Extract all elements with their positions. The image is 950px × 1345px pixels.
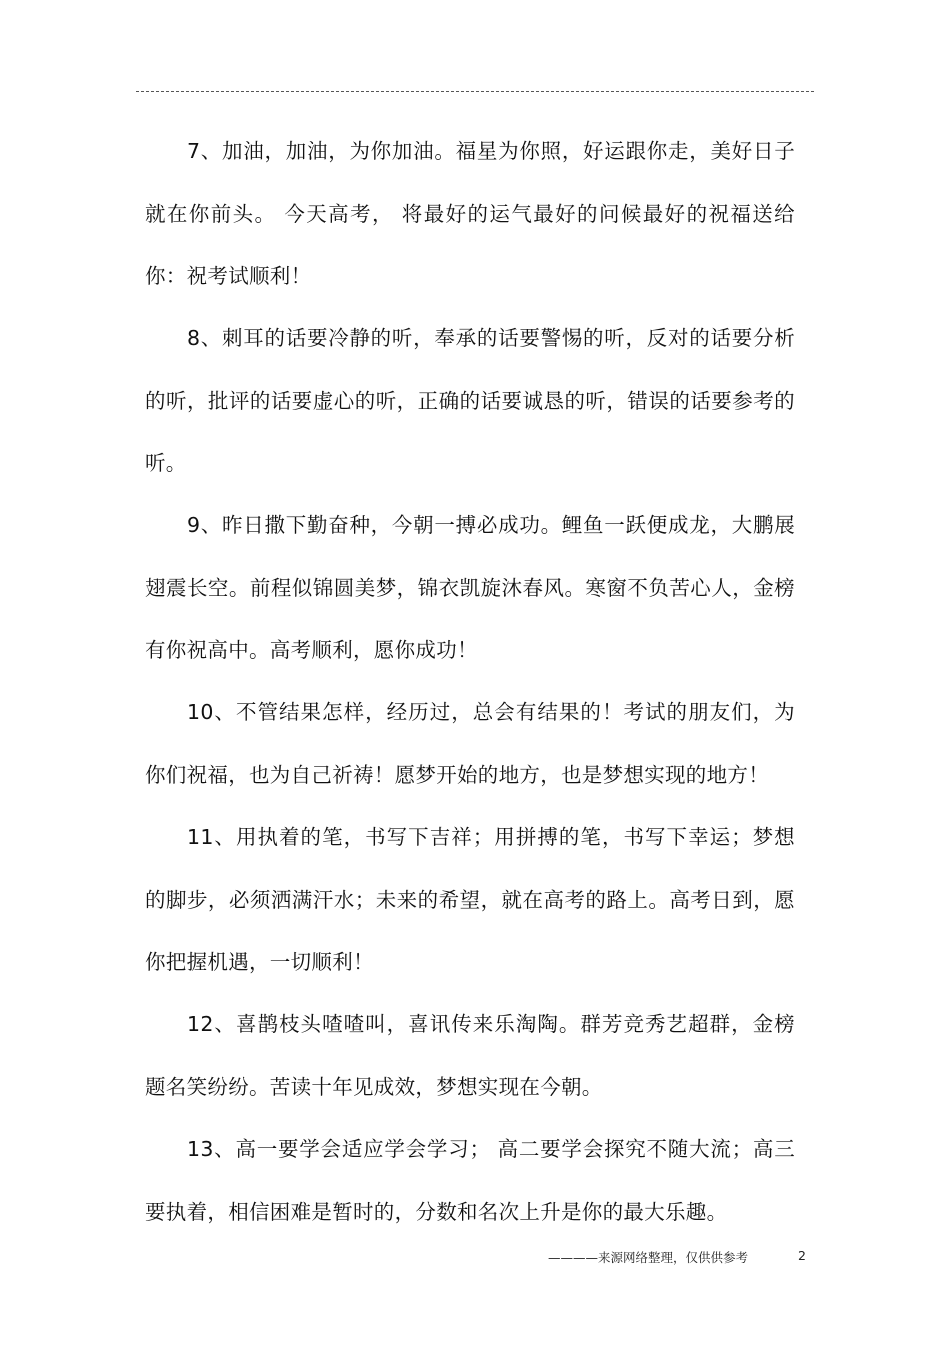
paragraph-11: 11、用执着的笔，书写下吉祥；用拼搏的笔，书写下幸运；梦想的脚步，必须洒满汗水；未来的希望，就在高考的路上。高考日到，愿你把握机遇，一切顺利！	[145, 825, 795, 974]
paragraph-12: 12、喜鹊枝头喳喳叫，喜讯传来乐淘陶。群芳竞秀艺超群，金榜题名笑纷纷。苦读十年见成效，梦想实现在今朝。	[145, 1012, 795, 1099]
paragraph-7: 7、加油，加油，为你加油。福星为你照，好运跟你走，美好日子就在你前头。 今天高考， 将最好的运气最好的问候最好的祝福送给你：祝考试顺利！	[145, 139, 795, 288]
paragraph-13: 13、高一要学会适应学会学习； 高二要学会探究不随大流；高三要执着，相信困难是暂时的，分数和名次上升是你的最大乐趣。	[145, 1137, 795, 1224]
paragraph-9: 9、昨日撒下勤奋种，今朝一搏必成功。鲤鱼一跃便成龙，大鹏展翅震长空。前程似锦圆美梦，锦衣凯旋沐春风。寒窗不负苦心人，金榜有你祝高中。高考顺利，愿你成功！	[145, 513, 795, 662]
page-number: 2	[798, 1248, 806, 1263]
footer-source-note: ————来源网络整理，仅供供参考	[548, 1250, 749, 1265]
paragraph-10: 10、不管结果怎样，经历过，总会有结果的！考试的朋友们，为你们祝福，也为自己祈祷！愿梦开始的地方，也是梦想实现的地方！	[145, 700, 795, 787]
header-dashed-rule	[136, 91, 814, 92]
paragraph-8: 8、刺耳的话要冷静的听，奉承的话要警惕的听，反对的话要分析的听，批评的话要虚心的听，正确的话要诚恳的听，错误的话要参考的听。	[145, 326, 795, 475]
